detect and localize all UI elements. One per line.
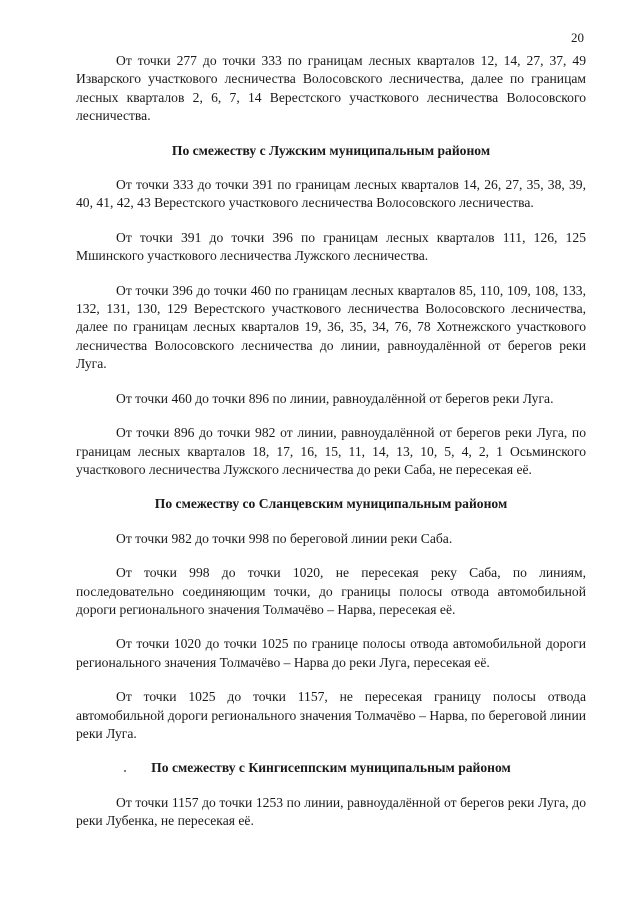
paragraph: От точки 998 до точки 1020, не пересекая реку Саба, по линиям, последовательно соединяющим точки, до границы полосы отвода автомобильной дороги регионального значения Толмачёво – Нарва, пересекая её. (76, 565, 586, 617)
paragraph: От точки 333 до точки 391 по границам лесных кварталов 14, 26, 27, 35, 38, 39, 40, 41, 42, 43 Верестского участкового лесничества Волосовского лесничества. (76, 177, 586, 211)
paragraph: От точки 277 до точки 333 по границам лесных кварталов 12, 14, 27, 37, 49 Изварского участкового лесничества Волосовского лесничества, далее по границам лесных кварталов 2, 6, 7, 14 Верестского участкового лесничества Волосовского лесничества. (76, 53, 586, 124)
paragraph: От точки 460 до точки 896 по линии, равноудалённой от берегов реки Луга. (116, 390, 554, 406)
section-heading: По смежеству с Кингисеппским муниципальным районом (151, 760, 511, 776)
document-body (76, 52, 586, 847)
paragraph: От точки 1025 до точки 1157, не пересекая границу полосы отвода автомобильной дороги регионального значения Толмачёво – Нарва, по береговой линии реки Луга. (76, 689, 586, 741)
scan-speck (124, 770, 126, 772)
paragraph: От точки 1020 до точки 1025 по границе полосы отвода автомобильной дороги регионального значения Толмачёво – Нарва до реки Луга, пересекая её. (76, 636, 586, 670)
section-heading: По смежеству с Лужским муниципальным районом (171, 142, 491, 158)
paragraph: От точки 391 до точки 396 по границам лесных кварталов 111, 126, 125 Мшинского участкового лесничества Лужского лесничества. (76, 229, 586, 264)
paragraph: От точки 1157 до точки 1253 по линии, равноудалённой от берегов реки Луга, до реки Лубенка, не пересекая её. (76, 794, 586, 829)
section-heading: По смежеству со Сланцевским муниципальным районом (154, 496, 508, 512)
page-number: 20 (571, 30, 584, 45)
paragraph: От точки 396 до точки 460 по границам лесных кварталов 85, 110, 109, 108, 133, 132, 131, 130, 129 Верестского участкового лесничества Волосовского лесничества, далее по границам лесных кварталов 19, 36, 35, 34, 76, 78 Хотнежского участкового лесничества Волосовского лесничества до линии, равноудалённой от берегов реки Луга. (76, 282, 586, 372)
paragraph: От точки 982 до точки 998 по береговой линии реки Саба. (116, 530, 453, 546)
paragraph: От точки 896 до точки 982 от линии, равноудалённой от берегов реки Луга, по границам лесных кварталов 18, 17, 16, 15, 11, 14, 13, 10, 5, 4, 2, 1 Осьминского участкового лесничества Лужского лесничества до реки Саба, не пересекая её. (76, 425, 586, 477)
